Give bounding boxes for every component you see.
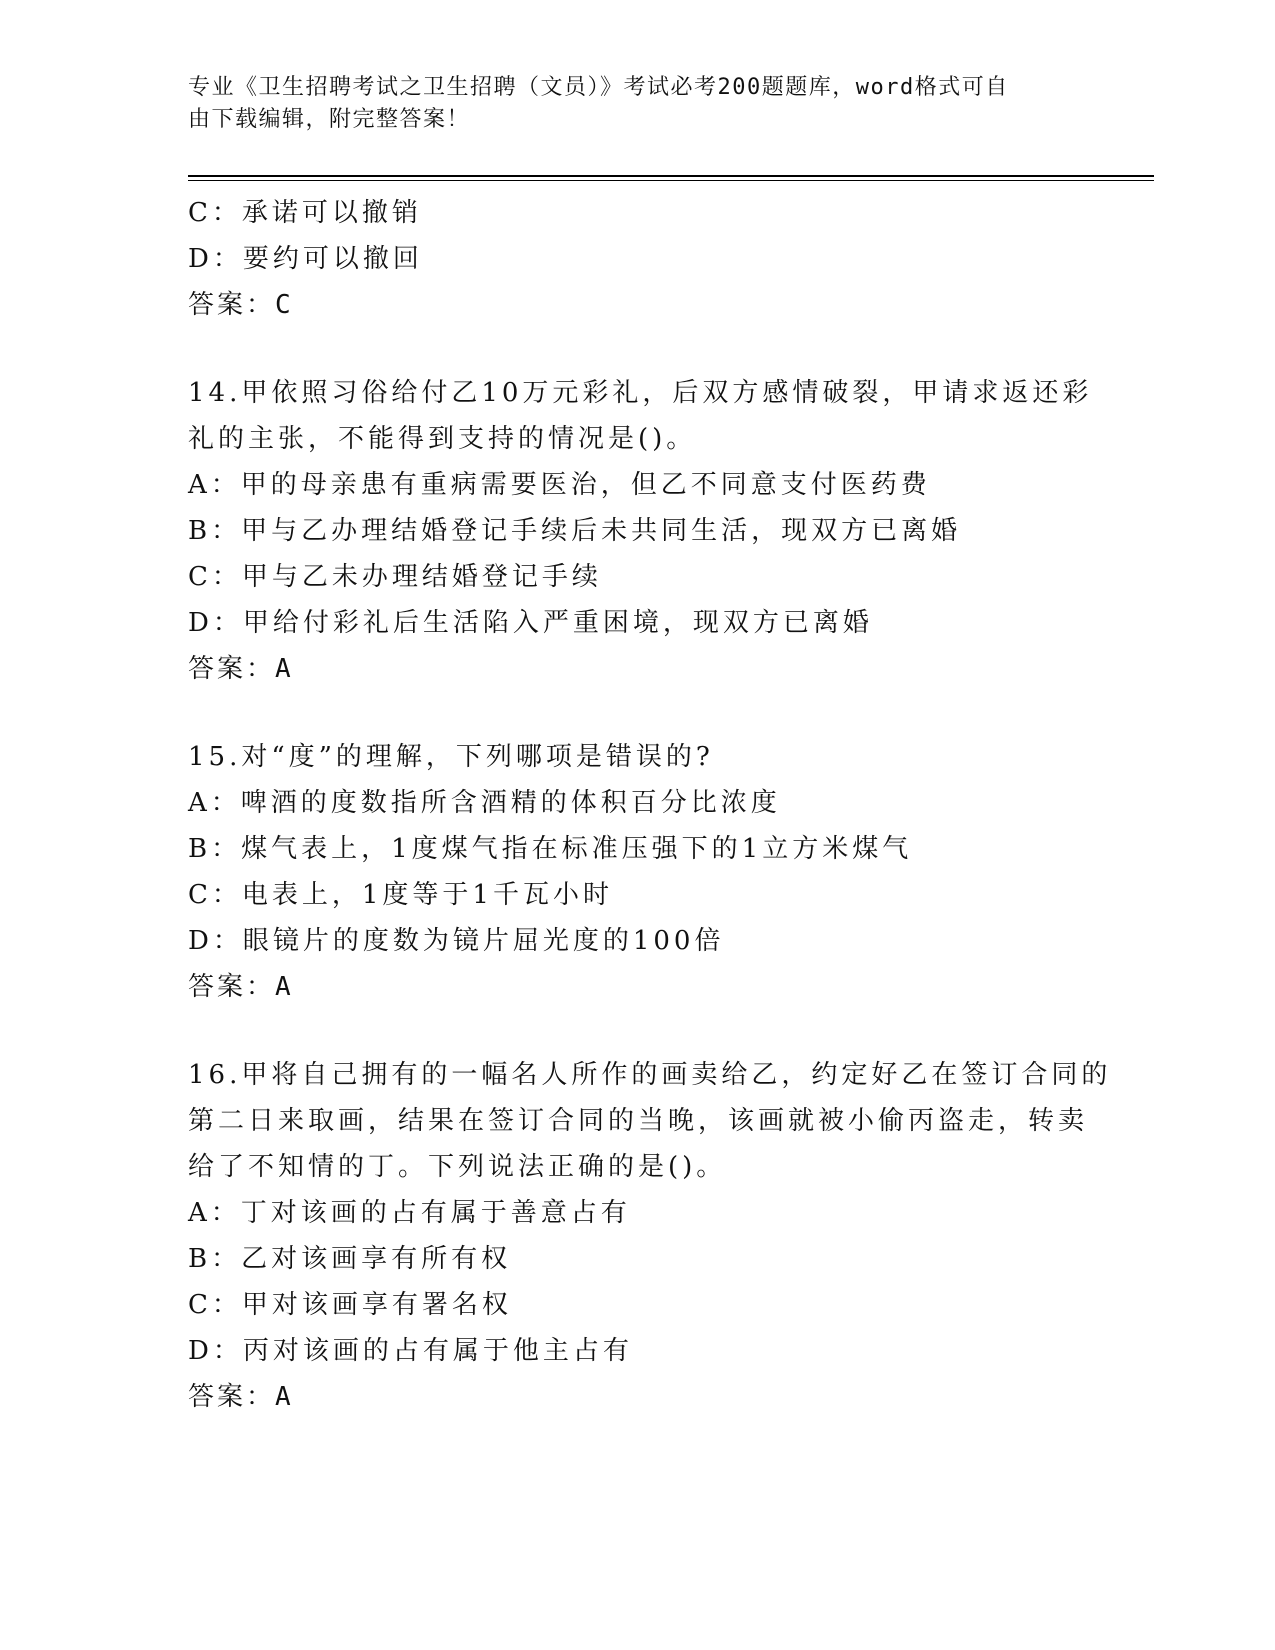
option-c: C：承诺可以撤销 (188, 198, 422, 228)
option-d: D：丙对该画的占有属于他主占有 (188, 1336, 633, 1366)
option-a: A：甲的母亲患有重病需要医治，但乙不同意支付医药费 (188, 470, 931, 500)
option-a: A：啤酒的度数指所含酒精的体积百分比浓度 (188, 788, 781, 818)
answer-value: C (275, 290, 294, 320)
spacer (188, 1010, 1108, 1052)
answer-value: A (275, 972, 294, 1002)
document-body (188, 190, 1112, 1420)
answer-label: 答案： (188, 290, 276, 320)
question-stem-line: 给了不知情的丁。下列说法正确的是()。 (188, 1152, 727, 1182)
option-b: B：乙对该画享有所有权 (188, 1244, 512, 1274)
option-a: A：丁对该画的占有属于善意占有 (188, 1198, 631, 1228)
question-stem-line: 15.对“度”的理解，下列哪项是错误的? (188, 742, 714, 772)
header-line-1: 专业《卫生招聘考试之卫生招聘（文员）》考试必考200题题库，word格式可自 (188, 75, 1009, 100)
question-stem-line: 16.甲将自己拥有的一幅名人所作的画卖给乙，约定好乙在签订合同的 (188, 1060, 1112, 1090)
option-c: C：甲对该画享有署名权 (188, 1290, 512, 1320)
question-stem-line: 礼的主张，不能得到支持的情况是()。 (188, 424, 697, 454)
document-header (188, 72, 1078, 136)
answer-line (188, 1374, 1108, 1420)
answer-line (188, 282, 1108, 328)
answer-value: A (275, 654, 294, 684)
header-divider-thin (188, 180, 1154, 181)
option-d: D：眼镜片的度数为镜片屈光度的100倍 (188, 926, 725, 956)
header-divider-thick (188, 175, 1154, 177)
spacer (188, 328, 1108, 370)
answer-label: 答案： (188, 1382, 276, 1412)
option-b: B：煤气表上，1度煤气指在标准压强下的1立方米煤气 (188, 834, 913, 864)
option-d: D：要约可以撤回 (188, 244, 423, 274)
answer-line (188, 964, 1108, 1010)
option-c: C：电表上，1度等于1千瓦小时 (188, 880, 613, 910)
answer-label: 答案： (188, 972, 276, 1002)
answer-value: A (275, 1382, 294, 1412)
question-stem-line: 第二日来取画，结果在签订合同的当晚，该画就被小偷丙盗走，转卖 (188, 1106, 1089, 1136)
header-line-2: 由下载编辑，附完整答案！ (188, 107, 471, 132)
option-b: B：甲与乙办理结婚登记手续后未共同生活，现双方已离婚 (188, 516, 962, 546)
answer-line (188, 646, 1108, 692)
question-14 (188, 370, 1108, 692)
answer-label: 答案： (188, 654, 276, 684)
question-13-continued (188, 190, 1108, 328)
question-16 (188, 1052, 1112, 1420)
option-d: D：甲给付彩礼后生活陷入严重困境，现双方已离婚 (188, 608, 873, 638)
question-stem-line: 14.甲依照习俗给付乙10万元彩礼，后双方感情破裂，甲请求返还彩 (188, 378, 1093, 408)
spacer (188, 692, 1108, 734)
option-c: C：甲与乙未办理结婚登记手续 (188, 562, 602, 592)
question-15 (188, 734, 1108, 1010)
